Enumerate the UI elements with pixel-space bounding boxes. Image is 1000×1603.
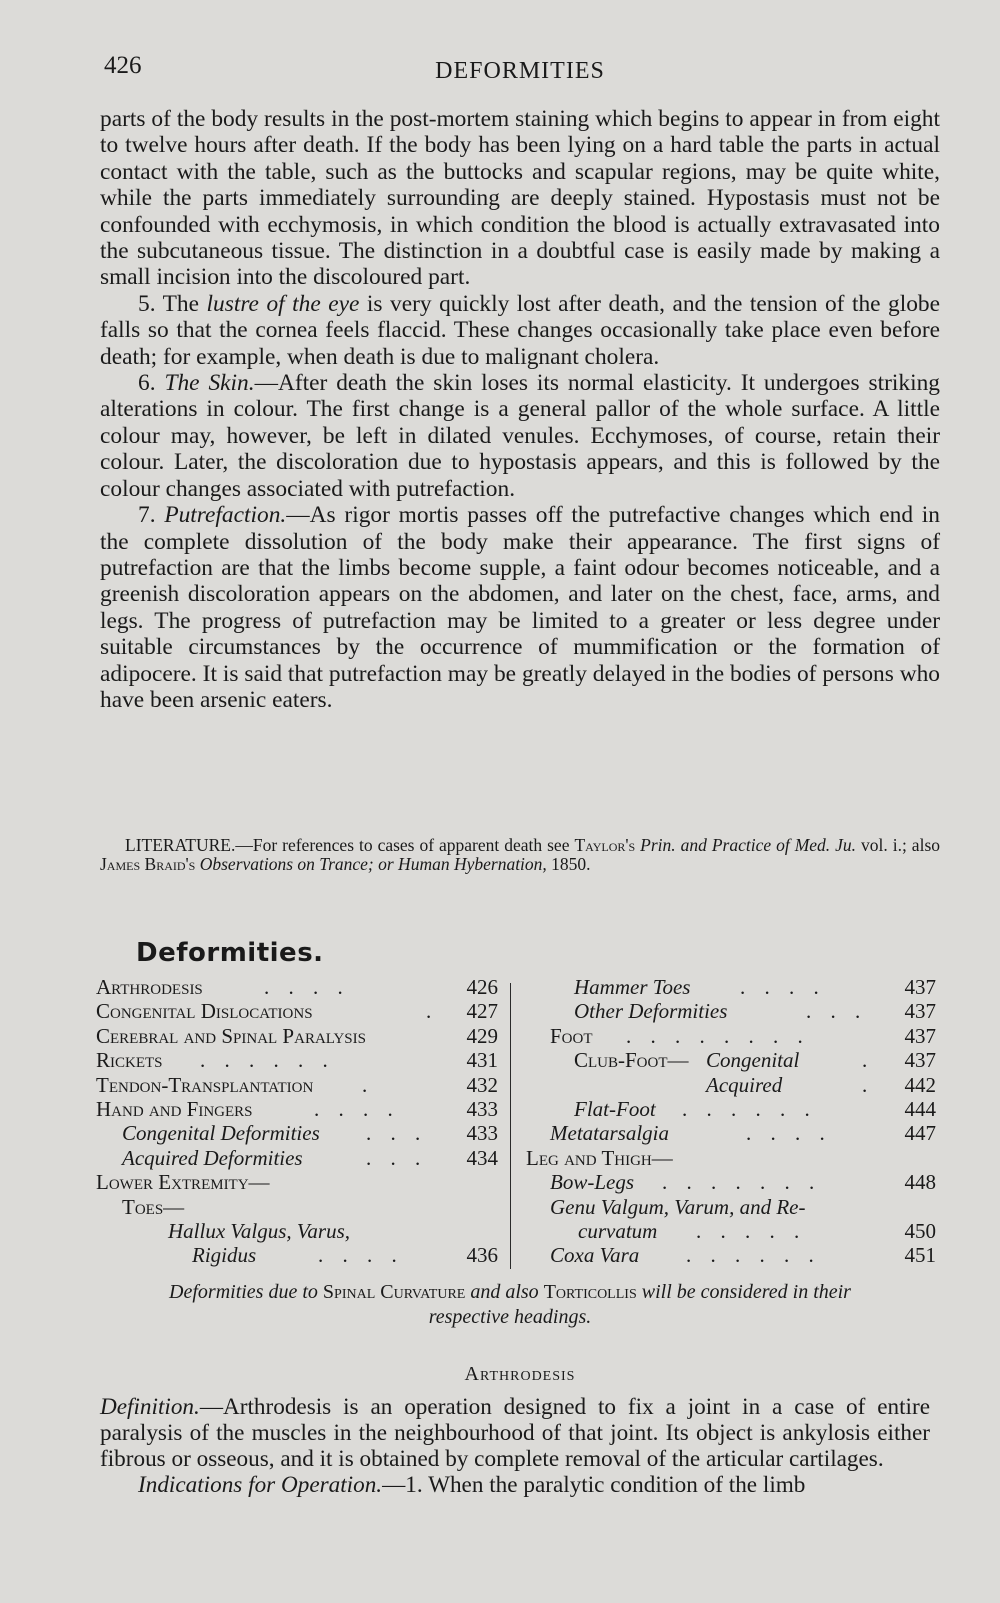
paragraph-hypostasis: parts of the body results in the post-mortem staining which begins to appear in from eight to twelve hours after death. If the body has been lying on a hard table the parts in actual contact with the table, such as the buttocks and scapular regions, may be quite white, while the parts immediately surrounding are deeply stained. Hypostasis must not be confounded with ecchymosis, in which condition the blood is actually extravasated into the subcutaneous tissue. The distinction in a doubtful case is easily made by making a small incision into the discoloured part. <box>100 106 940 291</box>
author-taylor: Taylor's <box>574 835 636 855</box>
toc-page: 437 <box>904 1048 936 1073</box>
item-term: lustre of the eye <box>206 290 360 317</box>
toc-entry <box>526 1073 936 1097</box>
literature-label: LITERATURE. <box>125 835 236 855</box>
toc-label: Leg and Thigh— <box>526 1145 673 1170</box>
toc-leader: . . . . <box>314 1096 400 1121</box>
toc-label: Hand and Fingers <box>96 1096 253 1121</box>
toc-leader: . . . . . . <box>686 1243 821 1268</box>
toc-label: Hallux Valgus, Varus, <box>168 1218 351 1243</box>
toc-column-right <box>526 975 936 1268</box>
toc-leader: . <box>862 1048 875 1073</box>
toc-entry <box>526 1024 936 1048</box>
literature-text: 1850. <box>546 854 591 874</box>
paragraph-skin <box>100 370 940 502</box>
toc-entry <box>96 999 498 1023</box>
toc-page: 434 <box>466 1145 498 1170</box>
toc-entry <box>526 1146 936 1170</box>
item-text: —As rigor mortis passes off the putrefactive changes which end in the complete dissolution of the body make their appearance. The first signs of putrefaction are that the limbs become supple, a faint odour becomes noticeable, and a greenish discoloration appears on the abdomen, and later on the chest, face, arms, and legs. The progress of putrefaction may be limited to a greater or less degree under suitable circumstances by the occurrence of mummification or the formation of adipocere. It is said that putrefaction may be greatly delayed in the bodies of persons who have been arsenic eaters. <box>100 502 940 713</box>
section-heading: Deformities. <box>136 938 324 968</box>
subheading-arthrodesis: Arthrodesis <box>464 1363 576 1385</box>
toc-entry <box>526 1097 936 1121</box>
toc-leader: . . . <box>366 1121 428 1146</box>
toc-label: Congenital Deformities <box>122 1121 320 1146</box>
toc-label: Congenital Dislocations <box>96 999 313 1024</box>
definition-text: —Arthrodesis is an operation designed to fix a joint in a case of entire paralysis of the muscles in the neighbourhood of that joint. Its object is ankylosis either fibrous or osseous, and it is obtained by complete removal of the articular cartilages. <box>100 1394 930 1472</box>
toc-label: Club-Foot— <box>574 1048 689 1073</box>
toc-label: Foot <box>550 1023 593 1048</box>
paragraph-indications <box>100 1472 930 1498</box>
toc-leader: . <box>862 1072 875 1097</box>
toc-label: Tendon-Transplantation <box>96 1072 314 1097</box>
toc-leader: . . . . . . . <box>662 1170 822 1195</box>
work-title: Prin. and Practice of Med. Ju. <box>640 835 857 855</box>
column-divider <box>510 983 511 1269</box>
literature-note <box>100 836 940 874</box>
toc-page: 451 <box>904 1243 936 1268</box>
toc-leader: . . . . <box>318 1243 404 1268</box>
toc-label: Coxa Vara <box>550 1243 640 1268</box>
toc-entry <box>526 975 936 999</box>
toc-leader: . <box>362 1072 375 1097</box>
toc-page: 437 <box>904 1023 936 1048</box>
toc-label: Hammer Toes <box>574 975 691 999</box>
toc-label: Genu Valgum, Varum, and Re- <box>550 1194 806 1219</box>
note-term-torticollis: Torticollis <box>543 1281 637 1303</box>
toc-page: 433 <box>466 1121 498 1146</box>
toc-entry <box>96 1048 498 1072</box>
item-number: 6. <box>138 370 165 397</box>
toc-entry <box>526 1121 936 1145</box>
arthrodesis-text <box>100 1394 930 1498</box>
work-title: Observations on Trance; or Human Hybernation, <box>199 854 547 874</box>
toc-label: Lower Extremity— <box>96 1170 270 1195</box>
toc-entry <box>526 1048 936 1072</box>
toc-note <box>140 1280 880 1330</box>
literature-text: vol. i.; also <box>856 835 940 855</box>
toc-entry <box>96 1073 498 1097</box>
paragraph-lustre-of-eye <box>100 291 940 370</box>
toc-label: Flat-Foot <box>574 1096 656 1121</box>
definition-term: Definition. <box>100 1394 200 1420</box>
toc-leader: . . . . <box>740 975 826 999</box>
indications-text: —1. When the paralytic condition of the limb <box>382 1472 806 1498</box>
toc-page: 431 <box>466 1048 498 1073</box>
item-text: —After death the skin loses its normal elasticity. It undergoes striking alterations in colour. The first change is a general pallor of the whole surface. A little colour may, however, be left in dilated venules. Ecchymoses, of course, retain their colour. Later, the discoloration due to hypostasis appears, and this is followed by the colour changes associated with putrefaction. <box>100 370 941 502</box>
toc-leader: . . . . . . <box>682 1096 817 1121</box>
toc-label: Acquired Deformities <box>122 1145 303 1170</box>
toc-label: Toes— <box>122 1194 185 1219</box>
page-number: 426 <box>104 52 142 79</box>
item-text: is very quickly lost after death, and the tension of the globe falls so that the cornea feels flaccid. These changes occasionally take place even before death; for example, when death is due to malignant cholera. <box>100 290 941 370</box>
toc-entry <box>96 1195 498 1219</box>
toc-entry <box>526 1170 936 1194</box>
toc-entry <box>526 1243 936 1267</box>
literature-text: —For references to cases of apparent death see <box>235 835 575 855</box>
author-braid: James Braid's <box>100 854 196 874</box>
toc-entry <box>96 1170 498 1194</box>
note-text: will be considered in their respective headings. <box>428 1281 851 1328</box>
toc-page: 427 <box>466 999 498 1024</box>
item-number: 5. The <box>138 290 207 317</box>
note-text: and also <box>465 1281 544 1303</box>
toc-entry <box>96 1219 498 1243</box>
toc-leader: . . . <box>806 999 868 1024</box>
running-head: DEFORMITIES <box>435 58 605 84</box>
toc-column-left <box>96 975 498 1268</box>
paragraph-definition <box>100 1394 930 1472</box>
toc-leader: . . . . <box>746 1121 832 1146</box>
item-term: The Skin. <box>164 370 255 397</box>
toc-leader: . . . <box>366 1145 428 1170</box>
table-of-contents <box>96 975 936 1275</box>
toc-label: Cerebral and Spinal Paralysis <box>96 1023 366 1048</box>
toc-page: 442 <box>904 1072 936 1097</box>
toc-entry <box>526 999 936 1023</box>
toc-leader: . . . . . . . . <box>626 1023 810 1048</box>
toc-label: Other Deformities <box>574 999 728 1024</box>
toc-leader: . . . . . <box>696 1218 807 1243</box>
toc-page: 437 <box>904 975 936 999</box>
toc-label: curvatum <box>578 1218 658 1243</box>
paragraph-putrefaction <box>100 502 940 713</box>
toc-page: 432 <box>466 1072 498 1097</box>
item-number: 7. <box>138 502 165 529</box>
toc-page: 447 <box>904 1121 936 1146</box>
note-term-spinal-curvature: Spinal Curvature <box>322 1281 466 1303</box>
toc-sublabel: Congenital <box>706 1048 800 1073</box>
indications-term: Indications for Operation. <box>138 1472 383 1498</box>
toc-label: Bow-Legs <box>550 1170 634 1195</box>
toc-leader: . . . . . . <box>200 1048 335 1073</box>
page-header <box>100 52 940 92</box>
toc-entry <box>96 1097 498 1121</box>
toc-leader: . <box>426 999 439 1024</box>
toc-label: Rickets <box>96 1048 163 1073</box>
toc-entry <box>96 975 498 999</box>
toc-page: 429 <box>466 1023 498 1048</box>
toc-label: Arthrodesis <box>96 975 203 999</box>
toc-entry <box>96 1024 498 1048</box>
toc-label: Metatarsalgia <box>550 1121 669 1146</box>
note-text: Deformities due to <box>169 1281 323 1303</box>
toc-entry <box>96 1121 498 1145</box>
toc-page: 426 <box>466 975 498 999</box>
toc-page: 433 <box>466 1096 498 1121</box>
toc-label: Acquired <box>706 1072 783 1097</box>
toc-page: 450 <box>904 1218 936 1243</box>
item-term: Putrefaction. <box>164 502 287 529</box>
toc-page: 448 <box>904 1170 936 1195</box>
toc-entry <box>526 1219 936 1243</box>
toc-page: 444 <box>904 1096 936 1121</box>
toc-page: 437 <box>904 999 936 1024</box>
toc-page: 436 <box>466 1243 498 1268</box>
toc-entry <box>96 1146 498 1170</box>
main-text <box>100 106 940 713</box>
toc-leader: . . . . <box>264 975 350 999</box>
toc-label: Rigidus <box>192 1243 257 1268</box>
toc-entry <box>526 1195 936 1219</box>
toc-entry <box>96 1243 498 1267</box>
